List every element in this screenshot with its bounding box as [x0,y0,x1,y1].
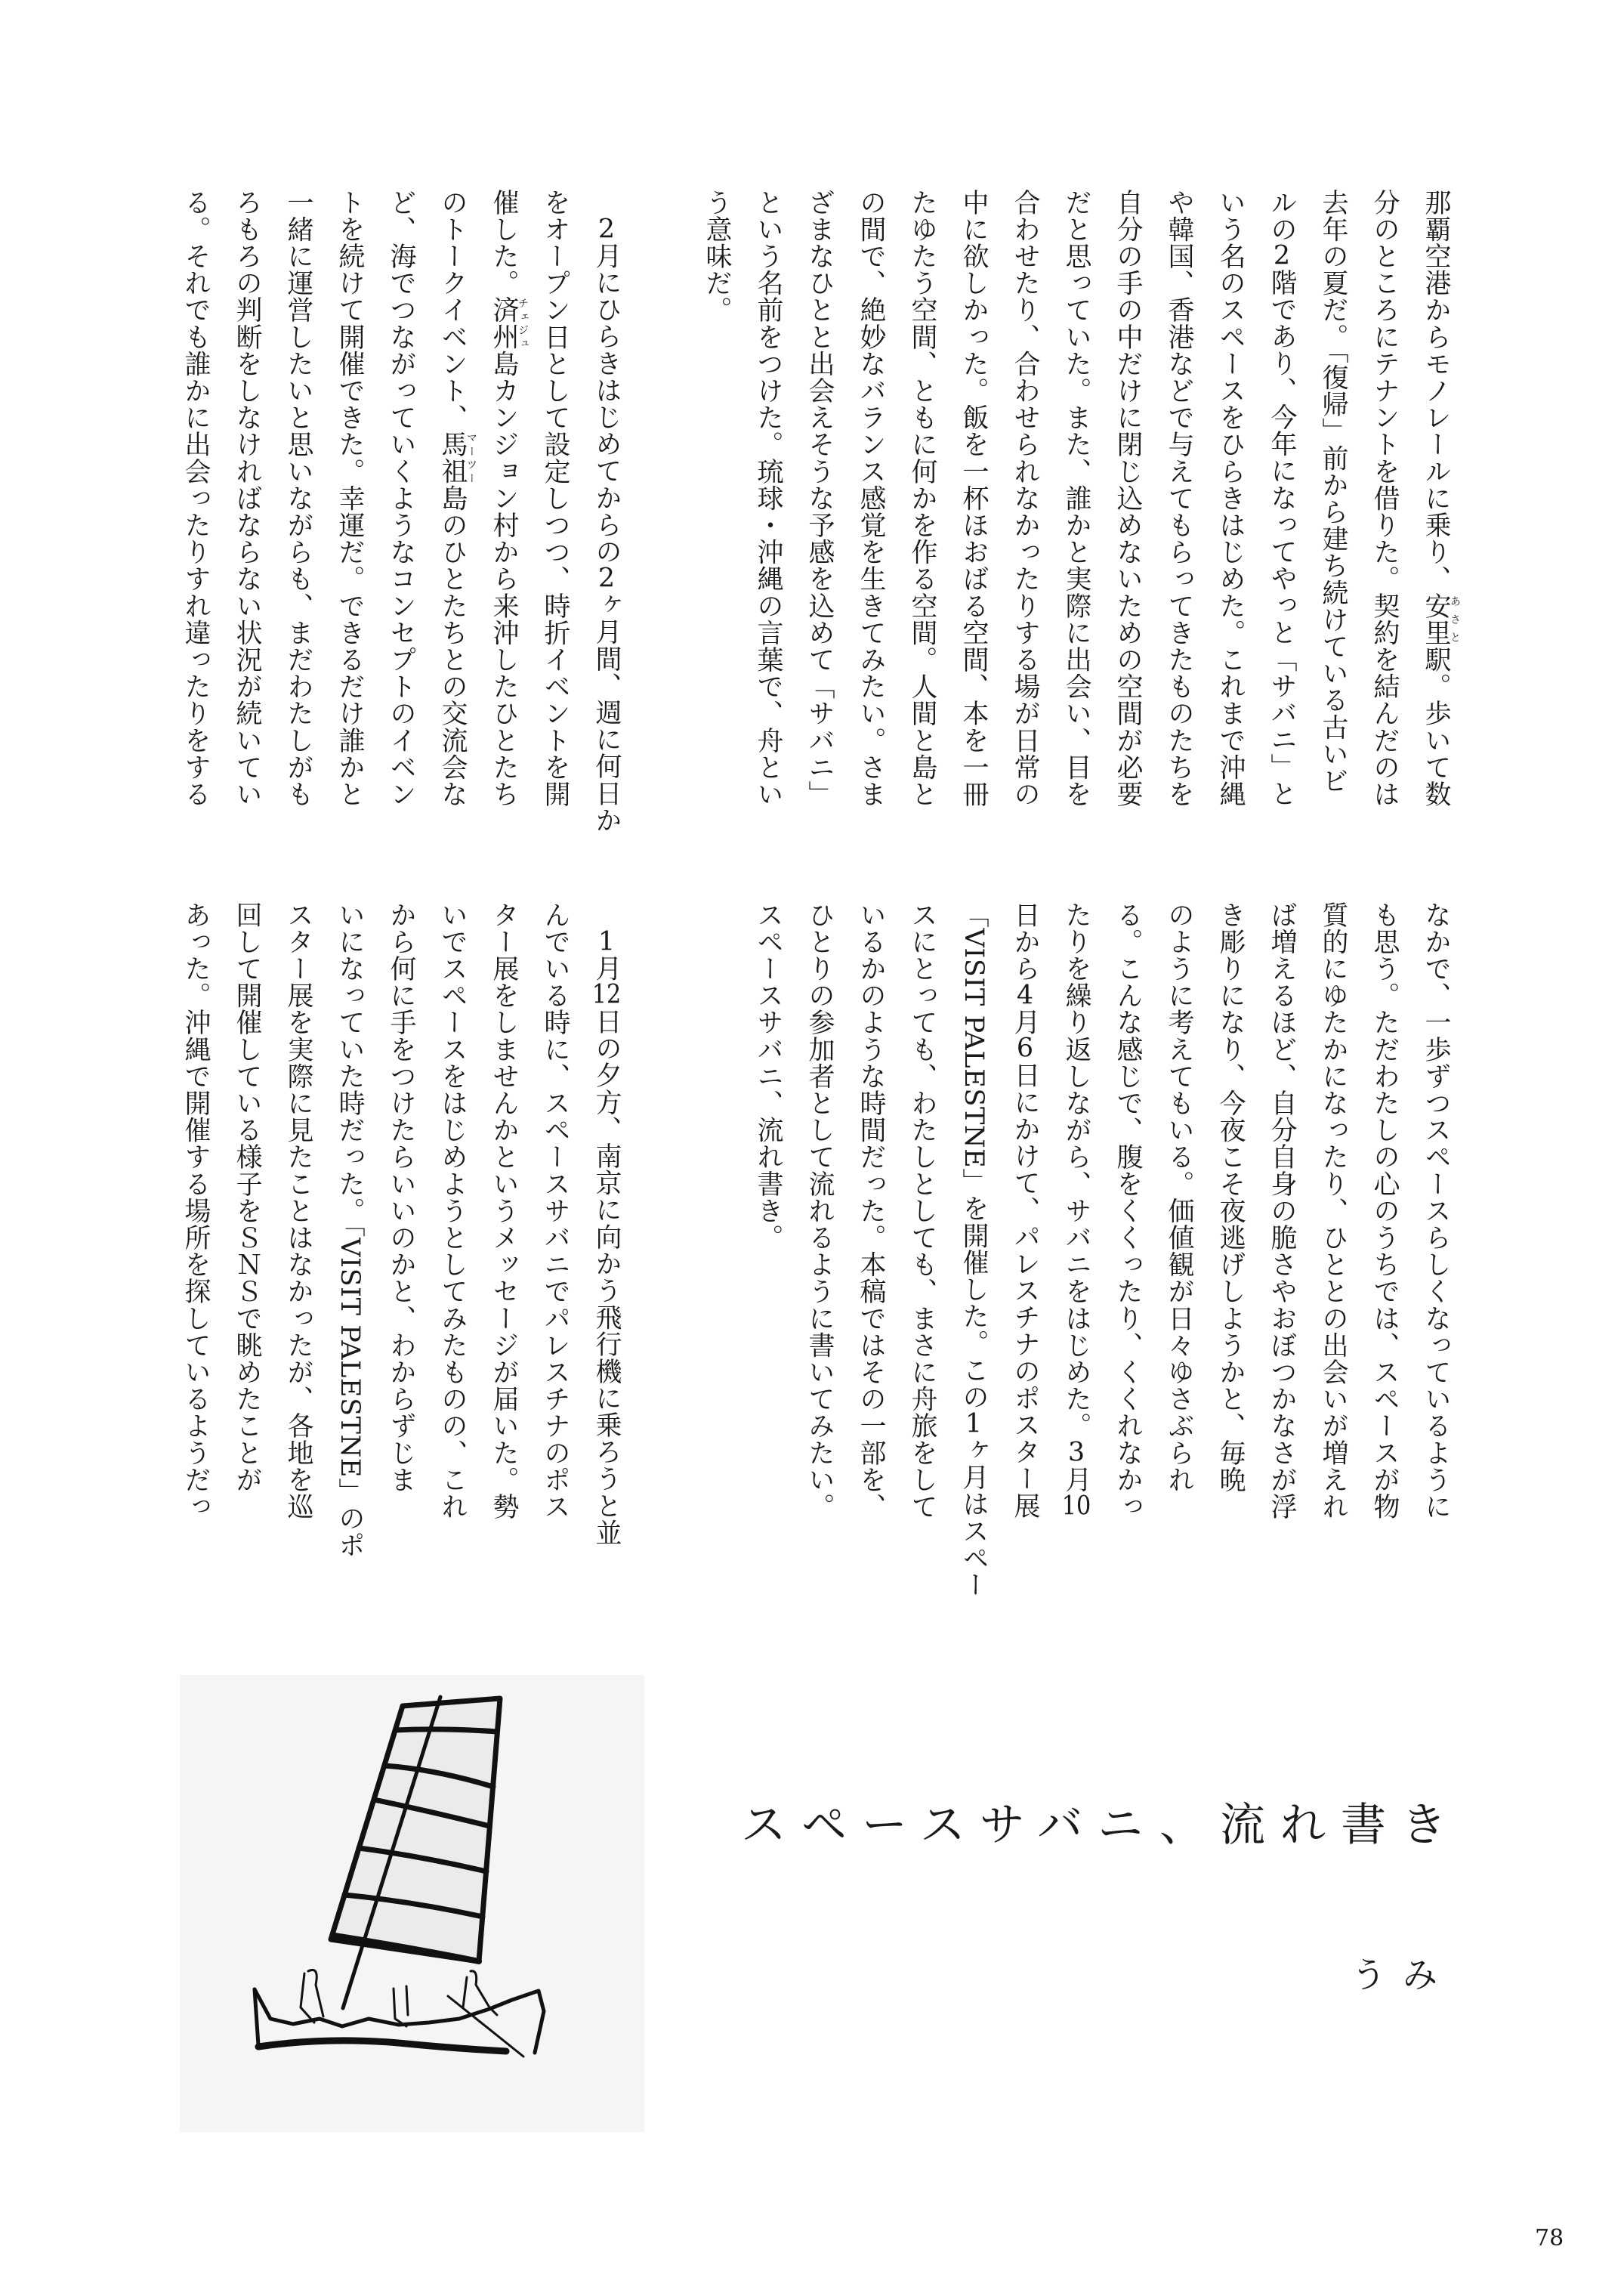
text-column [691,189,743,846]
body-text-top-left [170,189,632,846]
text-column [427,901,478,1559]
text-segment: なかで、一歩ずつスペースらしくなっているように [1421,901,1451,1520]
text-column [170,189,221,846]
text-column [948,901,999,1599]
text-column [794,189,845,846]
text-segment: る。こんな感じで、腹をくくったり、くくれなかっ [1113,901,1143,1520]
paddler [301,1970,323,2023]
text-column [1051,189,1102,846]
text-column [1102,189,1153,846]
text-column [478,901,529,1559]
text-segment: ば増えるほど、自分自身の脆さやおぼつかなさが浮 [1267,901,1297,1520]
text-column [1308,189,1359,846]
text-segment: の間で、絶妙なバランス感覚を生きてみたい。さま [856,189,886,808]
text-segment: いになっていた時だった。「VISIT PALESTNE」のポ [335,901,365,1559]
text-segment: ター展をしませんかというメッセージが届いた。勢 [489,901,519,1520]
text-column [427,189,478,846]
ruby-reading: チェジュ [517,296,529,351]
text-column [897,901,948,1559]
ruby-base: 済州 [489,296,519,351]
text-segment: ざまなひとと出会えそうな予感を込めて「サバニ」 [804,189,835,808]
text-column [324,901,375,1559]
text-column [529,189,581,846]
text-column [1256,901,1308,1559]
text-segment: 回して開催している様子をＳＮＳで眺めたことが [232,901,262,1494]
text-segment: スペースサバニ、流れ書き。 [753,901,783,1251]
text-column [845,901,897,1559]
text-column [221,189,273,846]
text-column [324,189,375,846]
text-segment: 自分の手の中だけに閉じ込めないための空間が必要 [1113,189,1143,808]
text-column [1308,901,1359,1559]
text-segment: 1月12日の夕方、南京に向かう飛行機に乗ろうと並 [591,928,622,1547]
ruby-annotated-word [489,296,529,351]
text-segment: 「VISIT PALESTNE」を開催した。この1ヶ月はスペー [959,901,989,1599]
text-segment: 中に欲しかった。飯を一杯ほおばる空間、本を一冊 [959,189,989,808]
text-segment: たりを繰り返しながら、サバニをはじめた。3月10 [1061,901,1091,1519]
text-segment: 島のひとたちとの交流会な [437,484,468,808]
sail-batten [395,1729,497,1732]
text-column [1102,901,1153,1559]
text-column [897,189,948,846]
text-column [273,901,324,1559]
text-column [1410,901,1462,1559]
text-segment: 質的にゆたかになったり、ひととの出会いが増えれ [1318,901,1348,1520]
body-text-top-right [691,189,1462,846]
text-segment: 分のところにテナントを借りた。契約を結んだのは [1369,189,1400,808]
text-column [1359,189,1410,846]
page-number: 78 [1535,2225,1564,2251]
text-segment: スター展を実際に見たことはなかったが、各地を巡 [283,901,313,1520]
text-column [1359,901,1410,1559]
sail [331,1698,500,1961]
ruby-base: 馬祖 [437,431,468,485]
text-column [1410,189,1462,846]
text-segment: たゆたう空間、ともに何かを作る空間。人間と島と [907,189,937,808]
text-column [1256,189,1308,846]
ruby-reading: あさと [1449,592,1461,647]
article-title: スペースサバニ、流れ書き [741,1799,1462,1852]
text-segment: ど、海でつながっていくようなコンセプトのイベン [386,189,416,808]
text-segment: や韓国、香港などで与えてもらってきたものたちを [1164,189,1194,808]
text-column [999,189,1051,846]
text-segment: いでスペースをはじめようとしてみたものの、これ [437,901,468,1520]
text-segment: スにとっても、わたしとしても、まさに舟旅をして [907,901,937,1520]
text-segment: をオープン日として設定しつつ、時折イベントを開 [540,189,570,808]
text-segment: だと思っていた。また、誰かと実際に出会い、目を [1061,189,1091,808]
text-column [1205,901,1256,1559]
text-column [743,189,794,846]
ruby-base: 安里 [1421,592,1451,647]
text-column [478,189,529,846]
text-segment: ろもろの判断をしなければならない状況が続いてい [232,189,262,808]
text-column [170,901,221,1559]
text-segment: ルの2階であり、今年になってやっと「サバニ」と [1267,189,1297,808]
text-column [794,901,845,1559]
text-segment: 駅。歩いて数 [1421,646,1451,808]
hull-bottom [258,2041,506,2051]
text-column [1205,189,1256,846]
sabani-boat-illustration [180,1675,644,2132]
text-column [948,189,999,846]
paddler [394,1986,408,2026]
text-segment: る。それでも誰かに出会ったりすれ違ったりをする [181,189,211,808]
text-column [581,189,632,846]
text-segment: 合わせたり、合わせられなかったりする場が日常の [1010,189,1040,808]
text-column [845,189,897,846]
text-segment: う意味だ。 [702,189,732,323]
sailboat-drawing-icon [180,1675,644,2132]
text-segment: 日から4月6日にかけて、パレスチナのポスター展 [1010,901,1040,1519]
text-segment: トを続けて開催できた。幸運だ。できるだけ誰かと [335,189,365,808]
text-column [529,901,581,1559]
text-column [221,901,273,1559]
text-segment: のように考えてもいる。価値観が日々ゆさぶられ [1164,901,1194,1494]
text-column [581,901,632,1559]
text-segment: いう名のスペースをひらきはじめた。これまで沖縄 [1215,189,1246,808]
text-column [1153,189,1205,846]
text-column [1051,901,1102,1559]
text-segment: いるかのような時間だった。本稿ではその一部を、 [856,901,886,1520]
text-segment: 2月にひらきはじめてからの2ヶ月間、週に何日か [591,215,622,834]
text-segment: という名前をつけた。琉球・沖縄の言葉で、舟とい [753,189,783,808]
ruby-annotated-word [437,431,477,485]
ruby-annotated-word [1421,592,1461,647]
paddler [463,1971,497,2015]
text-column [743,901,794,1559]
text-column [999,901,1051,1559]
text-segment: 去年の夏だ。「復帰」前から建ち続けている古いビ [1318,189,1348,795]
text-segment: ひとりの参加者として流れるように書いてみたい。 [804,901,835,1520]
text-segment: あった。沖縄で開催する場所を探しているようだっ [181,901,211,1520]
text-segment: 催した。 [489,189,519,297]
text-segment: 那覇空港からモノレールに乗り、 [1421,189,1451,592]
text-segment: から何に手をつけたらいいのかと、わからずじま [386,901,416,1494]
text-segment: 一緒に運営したいと思いながらも、まだわたしがも [283,189,313,808]
body-text-bottom-left [170,901,632,1559]
text-segment: も思う。ただわたしの心のうちでは、スペースが物 [1369,901,1400,1520]
text-segment: き彫りになり、今夜こそ夜逃げしようかと、毎晩 [1215,901,1246,1494]
text-segment: のトークイベント、 [437,189,468,431]
text-column [1153,901,1205,1559]
text-column [375,189,427,846]
article-author: うみ [1351,1955,1454,1995]
text-column [273,189,324,846]
text-segment: んでいる時に、スペースサバニでパレスチナのポス [540,901,570,1520]
text-column [375,901,427,1559]
ruby-reading: マーツー [465,431,477,485]
text-segment: 島カンジョン村から来沖したひとたち [489,350,519,808]
body-text-bottom-right [743,901,1462,1599]
